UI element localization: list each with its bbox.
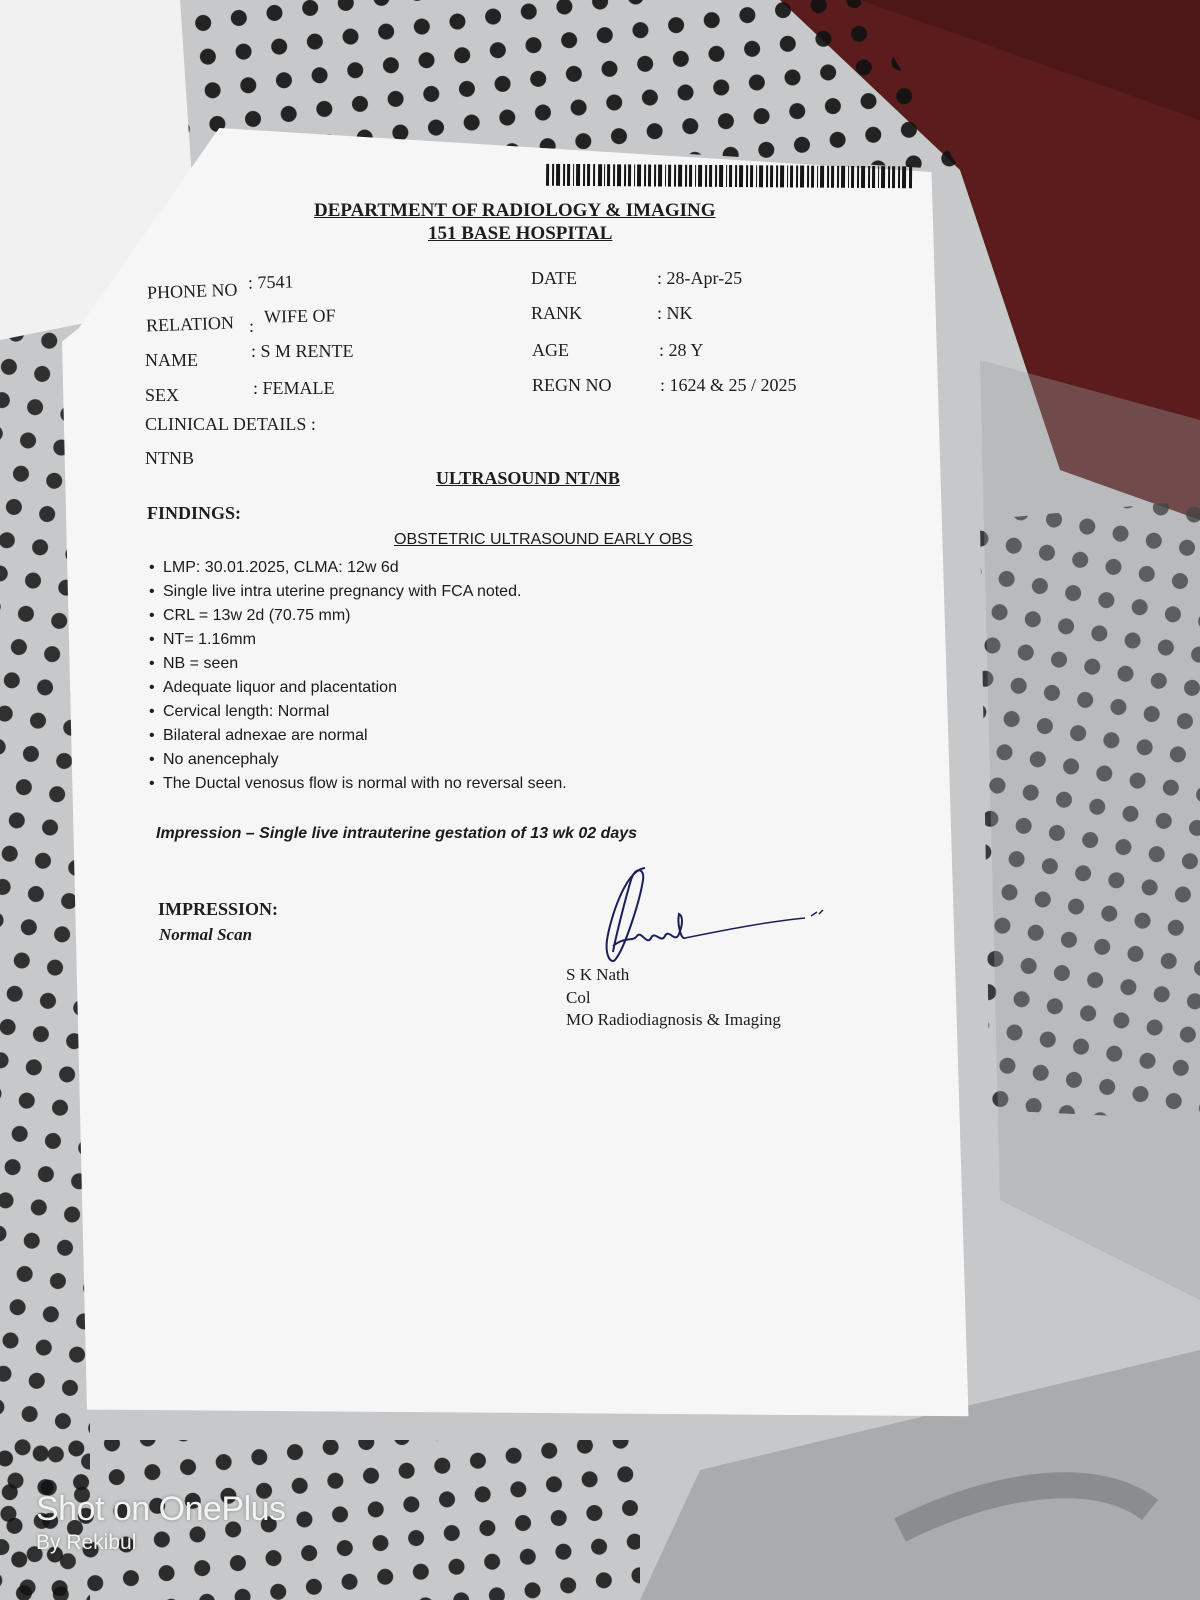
sex-value: : FEMALE: [253, 378, 335, 398]
hospital-heading: 151 BASE HOSPITAL: [428, 223, 613, 244]
rank-label: RANK: [531, 303, 583, 323]
signature-scribble: [585, 860, 825, 980]
findings-list: [149, 556, 567, 796]
finding-item: • No anencephaly: [149, 748, 567, 772]
date-label: DATE: [531, 268, 577, 288]
relation-label: RELATION: [145, 312, 235, 336]
impression-line: Impression – Single live intrauterine gestation of 13 wk 02 days: [156, 825, 638, 842]
impression-label: IMPRESSION:: [158, 899, 279, 919]
finding-item: • Bilateral adnexae are normal: [149, 724, 567, 748]
age-value: : 28 Y: [659, 340, 704, 360]
camera-watermark: [36, 1490, 286, 1555]
name-label: NAME: [145, 350, 198, 370]
date-value: : 28-Apr-25: [657, 268, 743, 288]
finding-item: • NT= 1.16mm: [149, 628, 567, 652]
relation-colon: :: [249, 316, 255, 336]
impression-value: Normal Scan: [159, 925, 253, 944]
finding-item: • CRL = 13w 2d (70.75 mm): [149, 604, 567, 628]
department-heading: DEPARTMENT OF RADIOLOGY & IMAGING: [314, 200, 716, 221]
signatory-designation: MO Radiodiagnosis & Imaging: [566, 1010, 781, 1029]
signatory-rank: Col: [566, 988, 591, 1007]
name-value: : S M RENTE: [251, 341, 354, 361]
signatory-name: S K Nath: [566, 965, 630, 984]
finding-item: • The Ductal venosus flow is normal with no reversal seen.: [149, 772, 567, 796]
regn-label: REGN NO: [532, 375, 612, 395]
age-label: AGE: [532, 340, 569, 360]
finding-item: • LMP: 30.01.2025, CLMA: 12w 6d: [149, 556, 567, 580]
finding-item: • Adequate liquor and placentation: [149, 676, 567, 700]
watermark-author: By Rekibul: [36, 1531, 137, 1554]
watermark-brand: Shot on OnePlus: [36, 1490, 286, 1528]
finding-item: • Cervical length: Normal: [149, 700, 567, 724]
report-title: ULTRASOUND NT/NB: [436, 468, 620, 488]
report-subtitle: OBSTETRIC ULTRASOUND EARLY OBS: [394, 531, 693, 548]
rank-value: : NK: [657, 303, 693, 323]
findings-label: FINDINGS:: [147, 503, 242, 523]
finding-item: • NB = seen: [149, 652, 567, 676]
phone-value: : 7541: [247, 271, 294, 293]
clinical-details-label: CLINICAL DETAILS :: [145, 414, 316, 434]
clinical-details-value: NTNB: [145, 448, 194, 468]
regn-value: : 1624 & 25 / 2025: [660, 375, 797, 395]
phone-label: PHONE NO: [146, 279, 238, 303]
sex-label: SEX: [145, 385, 180, 405]
relation-value: WIFE OF: [263, 305, 336, 327]
finding-item: • Single live intra uterine pregnancy with FCA noted.: [149, 580, 567, 604]
